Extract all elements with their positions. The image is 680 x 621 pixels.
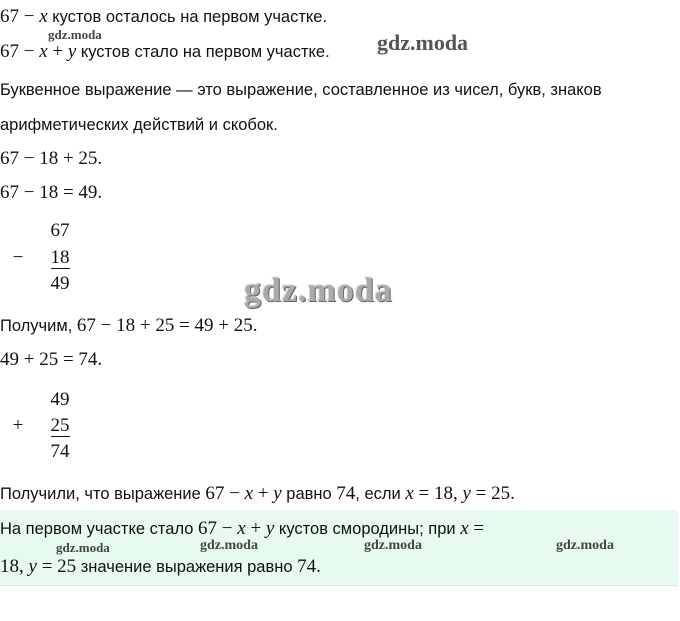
column-top: 49 <box>50 389 70 410</box>
column-bottom: 18 <box>50 247 70 268</box>
text: значение выражения равно <box>76 558 298 576</box>
watermark: gdz.moda <box>556 538 614 553</box>
obtain-line <box>0 315 258 337</box>
math-operator: − <box>23 6 35 27</box>
definition-line-2: арифметических действий и скобок. <box>0 116 278 134</box>
math-variable: x <box>39 41 48 62</box>
math-variable: y <box>28 556 37 577</box>
math-number: 67 <box>198 518 218 539</box>
watermark: gdz.moda <box>377 30 469 55</box>
text: равно <box>281 485 337 503</box>
math-number: 67 <box>0 41 19 62</box>
math-variable: y <box>273 483 282 504</box>
conclusion-line <box>0 483 515 505</box>
expression-3: 49 + 25 = 74. <box>0 349 103 370</box>
text: На первом участке стало <box>0 520 199 538</box>
math-equation: = 25. <box>470 483 515 504</box>
math-number: 67 <box>205 483 225 504</box>
math-operator: − <box>217 518 238 539</box>
text: кустов стало на первом участке. <box>76 43 330 61</box>
math-variable: x <box>244 483 254 504</box>
text: кустов смородины; при <box>274 520 461 538</box>
column-top: 67 <box>50 220 70 241</box>
math-variable: y <box>462 483 471 504</box>
math-equation: = <box>468 518 485 539</box>
answer-line-1 <box>0 518 484 540</box>
math-equation: = 25 <box>36 556 77 577</box>
line-became <box>0 41 330 63</box>
text: кустов осталось на первом участке. <box>47 8 328 26</box>
math-operator: + <box>253 483 274 504</box>
answer-line-2 <box>0 556 321 578</box>
math-variable: x <box>237 518 246 539</box>
column-sign: − <box>12 247 24 268</box>
math-number: 74 <box>336 483 356 504</box>
watermark: gdz.moda <box>364 538 422 553</box>
watermark: gdz.moda <box>56 540 110 555</box>
watermark: gdz.moda <box>244 272 393 309</box>
text: Получили, что выражение <box>0 485 206 503</box>
column-sign: + <box>12 415 24 436</box>
text: , если <box>355 485 406 503</box>
expression-1: 67 − 18 + 25. <box>0 148 103 169</box>
math-number: 74. <box>297 556 321 577</box>
math-operator: − <box>23 41 35 62</box>
expression-2: 67 − 18 = 49. <box>0 182 103 203</box>
obtain-label: Получим, <box>0 317 77 335</box>
math-operator: + <box>52 41 64 62</box>
math-operator: − <box>224 483 245 504</box>
math-operator: + <box>245 518 266 539</box>
math-number: 18, <box>0 556 29 577</box>
column-result: 49 <box>50 273 70 294</box>
math-variable: y <box>67 41 77 62</box>
watermark: gdz.moda <box>200 538 258 553</box>
math-number: 67 <box>0 6 19 27</box>
math-variable: y <box>265 518 275 539</box>
math-variable: x <box>39 6 48 27</box>
math-variable: x <box>405 483 414 504</box>
line-remaining <box>0 6 327 28</box>
column-bottom: 25 <box>50 415 70 436</box>
math-variable: x <box>460 518 469 539</box>
math-equation: = 18, <box>413 483 463 504</box>
obtain-math: 67 − 18 + 25 = 49 + 25. <box>76 315 258 336</box>
definition-line-1: Буквенное выражение — это выражение, составленное из чисел, букв, знаков <box>0 81 602 99</box>
column-result: 74 <box>50 441 70 462</box>
watermark: gdz.moda <box>48 27 102 42</box>
